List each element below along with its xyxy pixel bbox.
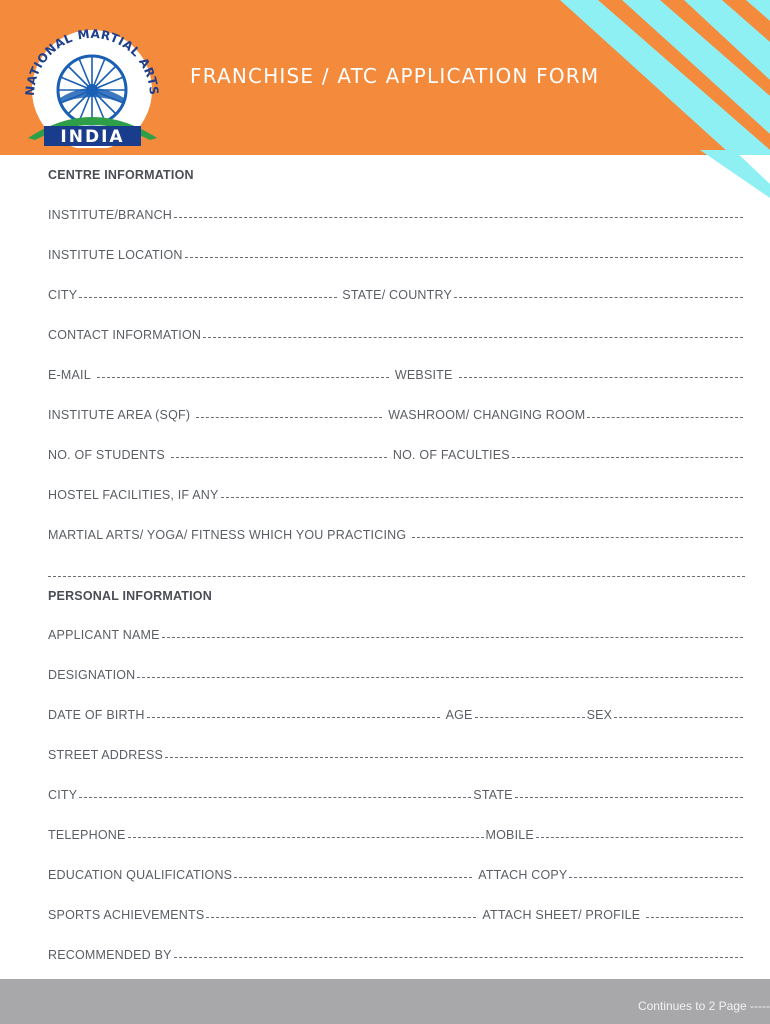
field-label: NO. OF FACULTIES bbox=[392, 448, 510, 462]
field-label: INSTITUTE AREA (SQF) bbox=[48, 408, 191, 422]
fill-line[interactable] bbox=[203, 337, 743, 338]
field-label: STREET ADDRESS bbox=[48, 748, 164, 762]
field-email-website[interactable] bbox=[48, 368, 745, 382]
field-designation[interactable] bbox=[48, 668, 745, 682]
svg-text:NATIONAL MARTIAL ARTS ACADEMY: NATIONAL MARTIAL ARTS bbox=[22, 26, 162, 97]
chakra-icon bbox=[58, 56, 126, 124]
field-hostel[interactable] bbox=[48, 488, 745, 502]
fill-line[interactable] bbox=[475, 717, 585, 718]
fill-line[interactable] bbox=[454, 297, 743, 298]
field-label: ATTACH COPY bbox=[478, 868, 568, 882]
fill-line[interactable] bbox=[79, 797, 471, 798]
fill-line[interactable] bbox=[171, 457, 387, 458]
field-label: CITY bbox=[48, 788, 78, 802]
field-applicant-name[interactable] bbox=[48, 628, 745, 642]
field-institute-branch[interactable] bbox=[48, 208, 745, 222]
field-city-state[interactable] bbox=[48, 288, 745, 302]
footer-bar bbox=[0, 979, 770, 1024]
fill-line[interactable] bbox=[137, 677, 743, 678]
svg-text:INDIA: INDIA bbox=[60, 127, 125, 147]
field-street-address[interactable] bbox=[48, 748, 745, 762]
academy-logo bbox=[20, 18, 165, 148]
decorative-stripes-lower bbox=[690, 150, 770, 200]
field-label: EDUCATION QUALIFICATIONS bbox=[48, 868, 233, 882]
field-label: INSTITUTE LOCATION bbox=[48, 248, 183, 262]
field-label: SPORTS ACHIEVEMENTS bbox=[48, 908, 205, 922]
field-city-state-personal[interactable] bbox=[48, 788, 745, 802]
form-title: FRANCHISE / ATC APPLICATION FORM bbox=[190, 64, 600, 88]
field-recommended-by[interactable] bbox=[48, 948, 745, 962]
fill-line[interactable] bbox=[128, 837, 484, 838]
field-label: STATE bbox=[473, 788, 513, 802]
field-label: CITY bbox=[48, 288, 78, 302]
fill-line[interactable] bbox=[185, 257, 743, 258]
field-label: INSTITUTE/BRANCH bbox=[48, 208, 173, 222]
field-students-faculties[interactable] bbox=[48, 448, 745, 462]
fill-line[interactable] bbox=[412, 537, 743, 538]
fill-line[interactable] bbox=[569, 877, 743, 878]
field-label: MOBILE bbox=[485, 828, 534, 842]
fill-line[interactable] bbox=[512, 457, 743, 458]
field-education-attach[interactable] bbox=[48, 868, 745, 882]
field-label: DATE OF BIRTH bbox=[48, 708, 145, 722]
section-heading-personal: PERSONAL INFORMATION bbox=[48, 589, 212, 603]
section-heading-centre: CENTRE INFORMATION bbox=[48, 168, 194, 182]
fill-line[interactable] bbox=[174, 957, 743, 958]
field-label: RECOMMENDED BY bbox=[48, 948, 172, 962]
fill-line[interactable] bbox=[459, 377, 743, 378]
field-label: WASHROOM/ CHANGING ROOM bbox=[388, 408, 586, 422]
fill-line-continuation[interactable] bbox=[48, 576, 745, 577]
field-label: DESIGNATION bbox=[48, 668, 136, 682]
field-label: CONTACT INFORMATION bbox=[48, 328, 202, 342]
field-institute-location[interactable] bbox=[48, 248, 745, 262]
field-telephone-mobile[interactable] bbox=[48, 828, 745, 842]
fill-line[interactable] bbox=[206, 917, 476, 918]
field-practicing[interactable] bbox=[48, 528, 745, 542]
field-label: HOSTEL FACILITIES, IF ANY bbox=[48, 488, 219, 502]
field-label: SEX bbox=[586, 708, 613, 722]
fill-line[interactable] bbox=[165, 757, 743, 758]
field-label: MARTIAL ARTS/ YOGA/ FITNESS WHICH YOU PRACTICING bbox=[48, 528, 407, 542]
field-label: WEBSITE bbox=[394, 368, 453, 382]
header-banner bbox=[0, 0, 770, 155]
field-label: E-MAIL bbox=[48, 368, 91, 382]
fill-line[interactable] bbox=[196, 417, 382, 418]
field-label: TELEPHONE bbox=[48, 828, 126, 842]
field-label: ATTACH SHEET/ PROFILE bbox=[482, 908, 641, 922]
fill-line[interactable] bbox=[587, 417, 743, 418]
fill-line[interactable] bbox=[221, 497, 743, 498]
continues-note: Continues to 2 Page ----- bbox=[637, 999, 770, 1013]
field-label: NO. OF STUDENTS bbox=[48, 448, 165, 462]
fill-line[interactable] bbox=[147, 717, 440, 718]
field-label: AGE bbox=[445, 708, 473, 722]
fill-line[interactable] bbox=[614, 717, 743, 718]
field-label: STATE/ COUNTRY bbox=[342, 288, 453, 302]
fill-line[interactable] bbox=[234, 877, 472, 878]
field-contact-information[interactable] bbox=[48, 328, 745, 342]
field-dob-age-sex[interactable] bbox=[48, 708, 745, 722]
field-sports-attach[interactable] bbox=[48, 908, 745, 922]
field-area-washroom[interactable] bbox=[48, 408, 745, 422]
fill-line[interactable] bbox=[515, 797, 743, 798]
fill-line[interactable] bbox=[162, 637, 743, 638]
fill-line[interactable] bbox=[646, 917, 743, 918]
fill-line[interactable] bbox=[79, 297, 337, 298]
fill-line[interactable] bbox=[536, 837, 743, 838]
fill-line[interactable] bbox=[174, 217, 743, 218]
field-label: APPLICANT NAME bbox=[48, 628, 160, 642]
fill-line[interactable] bbox=[97, 377, 389, 378]
